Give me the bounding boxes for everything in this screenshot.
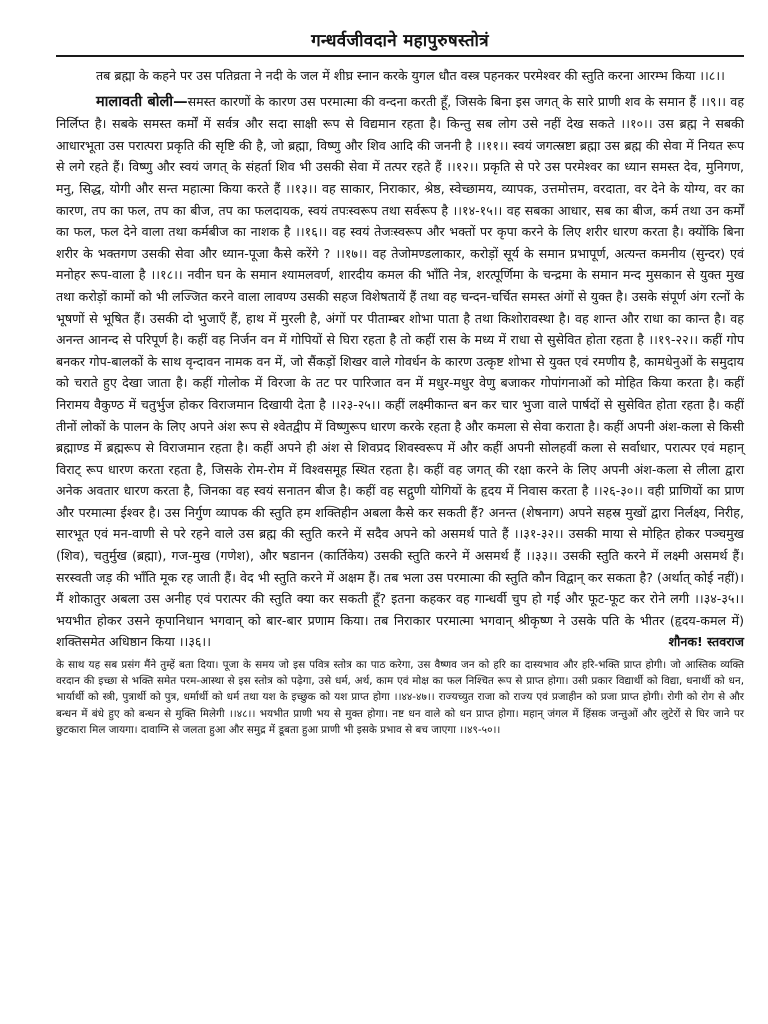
main-paragraph — [56, 91, 744, 653]
main-text: समस्त कारणों के कारण उस परमात्मा की वन्दना करती हूँ, जिसके बिना इस जगत् के सारे प्राणी शव के समान हैं ।।९।। वह निर्लिप्त है। सबके समस्त कर्मों में सर्वत्र और सदा साक्षी रूप से विद्यमान रहता है। किन्तु सब लोग उसे नहीं देख सकते ।।१०।। उस ब्रह्म ने सबकी आधारभूता उस परात्परा प्रकृति की सृष्टि की है, जो ब्रह्मा, विष्णु और शिव आदि की जननी है ।।११।। स्वयं जगत्स्रष्टा ब्रह्मा उस ब्रह्म की सेवा में नियत रूप से लगे रहते हैं। विष्णु और स्वयं जगत् के संहर्ता शिव भी उसकी सेवा में तत्पर रहते हैं ।।१२।। प्रकृति से परे उस परमेश्वर का ध्यान समस्त देव, मुनिगण, मनु, सिद्ध, योगी और सन्त महात्मा किया करते हैं ।।१३।। वह साकार, निराकार, श्रेष्ठ, स्वेच्छामय, व्यापक, उत्तमोत्तम, वरदाता, वर देने के योग्य, वर का कारण, तप का फल, तप का बीज, तप का फलदायक, स्वयं तपःस्वरूप तथा सर्वरूप है ।।१४-१५।। वह सबका आधार, सब का बीज, कर्म तथा उन कर्मों का फल, फल देने वाला तथा कर्मबीज का नाशक है ।।१६।। वह स्वयं तेजःस्वरूप और भक्तों पर कृपा करने के लिए शरीर धारण करता है। क्योंकि बिना शरीर के भक्तगण उसकी सेवा और ध्यान-पूजा कैसे करेंगे ? ।।१७।। वह तेजोमण्डलाकार, करोड़ों सूर्य के समान प्रभापूर्ण, अत्यन्त कमनीय (सुन्दर) एवं मनोहर रूप-वाला है ।।१८।। नवीन घन के समान श्यामलवर्ण, शारदीय कमल की भाँति नेत्र, शरत्पूर्णिमा के चन्द्रमा के समान मन्द मुसकान से युक्त मुख तथा करोड़ों कामों को भी लज्जित करने वाला लावण्य उसकी सहज विशेषतायें हैं तथा वह चन्दन-चर्चित समस्त अंगों से युक्त है। उसके संपूर्ण अंग रत्नों के भूषणों से भूषित हैं। उसकी दो भुजाएँ हैं, हाथ में मुरली है, अंगों पर पीताम्बर शोभा पाता है तथा किशोरावस्था है। वह शान्त और राधा का कान्त है। वह अनन्त आनन्द से परिपूर्ण है। कहीं वह निर्जन वन में गोपियों से घिरा रहता है तो कहीं रास के मध्य में राधा से सुसेवित होता रहता है ।।१९-२२।। कहीं गोप बनकर गोप-बालकों के साथ वृन्दावन नामक वन में, जो सैंकड़ों शिखर वाले गोवर्धन के कारण उत्कृष्ट शोभा से युक्त एवं रमणीय है, कामधेनुओं के समुदाय को चराते हुए देखा जाता है। कहीं गोलोक में विरजा के तट पर पारिजात वन में मधुर-मधुर वेणु बजाकर गोपांगनाओं को मोहित किया करता है। कहीं निरामय वैकुण्ठ में चतुर्भुज होकर विराजमान दिखायी देता है ।।२३-२५।। कहीं लक्ष्मीकान्त बन कर चार भुजा वाले पार्षदों से सुसेवित होता रहता है। कहीं तीनों लोकों के पालन के लिए अपने अंश रूप से श्वेतद्वीप में विष्णुरूप धारण करके रहता है और कमला से सेवा कराता है। कहीं अपनी अंश-कला से किसी ब्रह्माण्ड में ब्रह्मरूप से विराजमान रहता है। कहीं अपने ही अंश से शिवप्रद शिवस्वरूप में और कहीं अपनी सोलहवीं कला से सर्वाधार, परात्पर एवं महान् विराट् रूप धारण करता रहता है, जिसके रोम-रोम में विश्वसमूह स्थित रहता है। कहीं वह जगत् की रक्षा करने के लिए अपनी अंश-कला से लीला द्वारा अनेक अवतार धारण करता है, जिनका वह स्वयं सनातन बीज है। कहीं वह सद्गुणी योगियों के हृदय में निवास करता है ।।२६-३०।। वही प्राणियों का प्राण और परमात्मा ईश्वर है। उस निर्गुण व्यापक की स्तुति हम शक्तिहीन अबला कैसे कर सकती हैं? अनन्त (शेषनाग) अपने सहस्र मुखों द्वारा निर्लक्ष्य, निरीह, सारभूत एवं मन-वाणी से परे रहने वाले उस ब्रह्म की स्तुति करने में सदैव अपने को असमर्थ पाते हैं ।।३१-३२।। उसकी माया से मोहित होकर पञ्चमुख (शिव), चतुर्मुख (ब्रह्मा), गज-मुख (गणेश), और षडानन (कार्तिकेय) उसकी स्तुति करने में असमर्थ हैं ।।३३।। उसकी स्तुति करने में लक्ष्मी असमर्थ हैं। सरस्वती जड़ की भाँति मूक रह जाती हैं। वेद भी स्तुति करने में अक्षम हैं। तब भला उस परमात्मा की स्तुति कौन विद्वान् कर सकता है? (अर्थात् कोई नहीं)। मैं शोकातुर अबला उस अनीह एवं परात्पर की स्तुति क्या कर सकती हूँ? इतना कहकर वह गान्धर्वी चुप हो गई और फूट-फूट कर रोने लगी ।।३४-३५।। भयभीत होकर उसने कृपानिधान भगवान् को बार-बार प्रणाम किया। तब निराकार परमात्मा भगवान् श्रीकृष्ण ने उसके पति के भीतर (हृदय-कमल में) शक्तिसमेत अधिष्ठान किया ।।३६।। — [56, 93, 745, 650]
page-title: गन्धर्वजीवदाने महापुरुषस्तोत्रं — [311, 31, 489, 51]
footnote-paragraph: के साथ यह सब प्रसंग मैंने तुम्हें बता दिया। पूजा के समय जो इस पवित्र स्तोत्र का पाठ करेगा, उस वैष्णव जन को हरि का दास्यभाव और हरि-भक्ति प्राप्त होगी। जो आस्तिक व्यक्ति वरदान की इच्छा से भक्ति समेत परम-आस्था से इस स्तोत्र को पढ़ेगा, उसे धर्म, अर्थ, काम एवं मोक्ष का फल निश्चित रूप से प्राप्त होगा। उसी प्रकार विद्यार्थी को विद्या, धनार्थी को धन, भार्यार्थी को स्त्री, पुत्रार्थी को पुत्र, धर्मार्थी को धर्म तथा यश के इच्छुक को यश प्राप्त होगा ।।४४-४७।। राज्यच्युत राजा को राज्य एवं प्रजाहीन को प्रजा प्राप्त होगी। रोगी को रोग से और बन्धन में बंधे हुए को बन्धन से मुक्ति मिलेगी ।।४८।। भयभीत प्राणी भय से मुक्त होगा। नष्ट धन वाले को धन प्राप्त होगा। महान् जंगल में हिंसक जन्तुओं और लुटेरों से घिर जाने पर छुटकारा मिल जायगा। दावाग्नि से जलता हुआ और समुद्र में डूबता हुआ प्राणी भी इसके प्रभाव से बच जाएगा ।।४९-५०।। — [56, 659, 744, 736]
continuation-tag: शौनक! स्तवराज — [668, 634, 744, 650]
speaker-label: मालावती बोली— — [96, 93, 188, 110]
intro-paragraph: तब ब्रह्मा के कहने पर उस पतिव्रता ने नदी के जल में शीघ्र स्नान करके युगल धौत वस्त्र पहनकर परमेश्वर की स्तुति करना आरम्भ किया ।।८।। — [96, 68, 725, 83]
stotra-body — [56, 65, 744, 653]
header-rule — [56, 55, 744, 57]
